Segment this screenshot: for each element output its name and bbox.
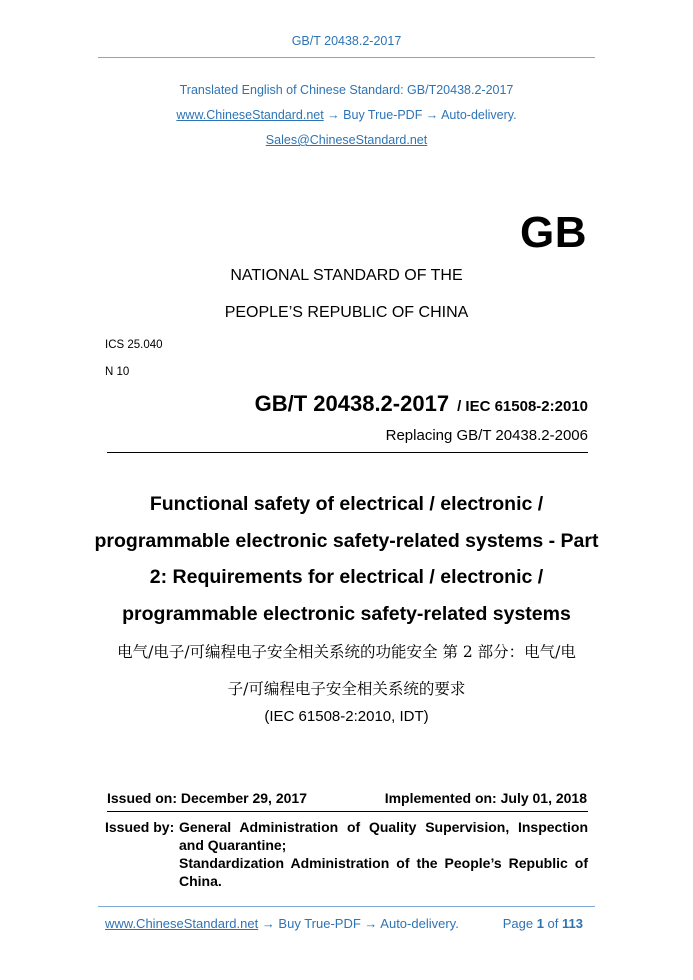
standard-number xyxy=(255,391,588,417)
footer-purchase-text: → Buy True-PDF → Auto-delivery. xyxy=(258,916,459,931)
purchase-text: → Buy True-PDF → Auto-delivery. xyxy=(323,108,517,122)
issued-by-label: Issued by: xyxy=(105,819,175,835)
issuer-sac: Standardization Administration of the People’s Republic of China. xyxy=(179,855,588,889)
issued-on-date: Issued on: December 29, 2017 xyxy=(107,790,307,806)
classification-code: N 10 xyxy=(105,366,130,378)
header-standard-code: GB/T 20438.2-2017 xyxy=(291,34,402,48)
chinese-title-line: 子/可编程电子安全相关系统的要求 xyxy=(227,680,466,698)
ics-code: ICS 25.040 xyxy=(105,339,163,351)
national-standard-line-1: NATIONAL STANDARD OF THE xyxy=(230,267,463,284)
gb-mark: GB xyxy=(520,208,587,257)
issuing-authorities xyxy=(105,818,588,890)
site-link[interactable]: www.ChineseStandard.net xyxy=(176,108,324,122)
implemented-on-date: Implemented on: July 01, 2018 xyxy=(384,790,587,806)
footer-divider xyxy=(98,906,595,907)
footer-purchase-line xyxy=(105,916,459,931)
translated-notice: Translated English of Chinese Standard: GB/T20438.2-2017 xyxy=(179,83,514,97)
page-number: 1 xyxy=(536,916,544,931)
number-divider xyxy=(107,452,588,453)
dates-divider xyxy=(107,811,588,812)
title-line: programmable electronic safety-related systems xyxy=(122,603,571,625)
chinese-title-line: 电气/电子/可编程电子安全相关系统的功能安全 第 2 部分：电气/电 xyxy=(117,643,576,661)
page-counter xyxy=(503,916,583,931)
header-divider xyxy=(98,57,595,58)
issuer-aqsiq: General Administration of Quality Supervision, Inspection and Quarantine; xyxy=(179,819,588,853)
email-line xyxy=(0,133,693,147)
of-word: of xyxy=(547,916,559,931)
title-line: programmable electronic safety-related systems - Part xyxy=(94,530,599,552)
footer-site-link[interactable]: www.ChineseStandard.net xyxy=(105,916,259,931)
iec-number: / IEC 61508-2:2010 xyxy=(457,398,588,415)
total-pages: 113 xyxy=(562,916,583,931)
national-standard-line-2: PEOPLE’S REPUBLIC OF CHINA xyxy=(224,304,469,321)
title-line: 2: Requirements for electrical / electronic / xyxy=(149,566,544,588)
page-word: Page xyxy=(502,916,534,931)
gbt-number: GB/T 20438.2-2017 xyxy=(254,391,450,416)
title-line: Functional safety of electrical / electronic / xyxy=(149,493,544,515)
replacing-note: Replacing GB/T 20438.2-2006 xyxy=(385,427,588,444)
dates-row xyxy=(107,790,587,806)
purchase-line xyxy=(0,108,693,122)
equivalence-note: (IEC 61508-2:2010, IDT) xyxy=(264,708,429,725)
sales-email-link[interactable]: Sales@ChineseStandard.net xyxy=(265,133,428,147)
